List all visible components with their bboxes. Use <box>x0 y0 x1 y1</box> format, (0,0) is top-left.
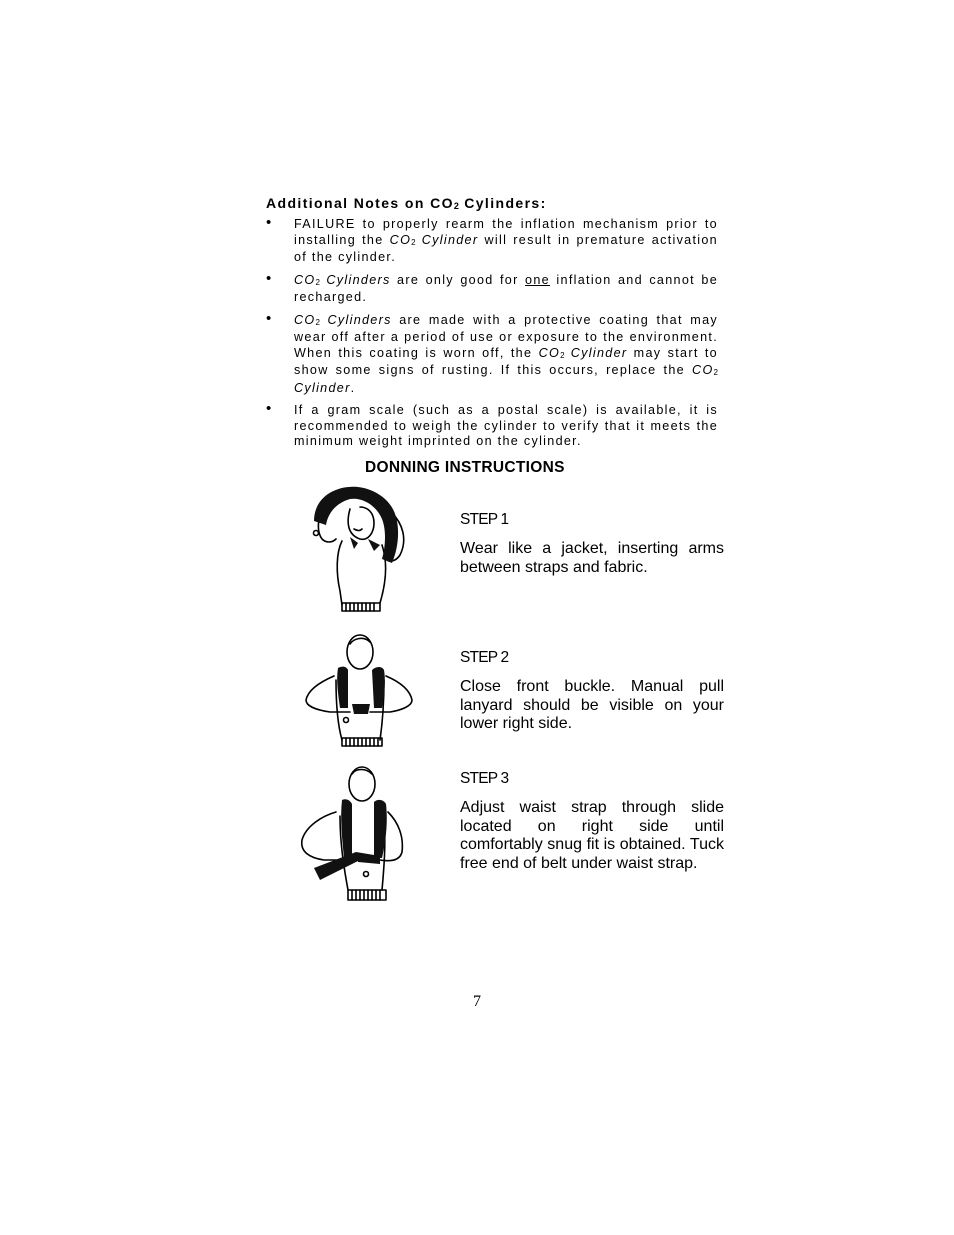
person-putting-on-vest-icon <box>296 483 416 618</box>
step-description: Wear like a jacket, inserting arms between straps and fabric. <box>460 540 724 576</box>
step-label: STEP 2 <box>460 649 509 666</box>
step-label: STEP 1 <box>460 511 509 528</box>
notes-list <box>266 214 718 450</box>
step-description: Close front buckle. Manual pull lanyard should be visible on your lower right side. <box>460 678 724 733</box>
person-adjusting-strap-icon <box>296 764 416 910</box>
bullet-icon: • <box>266 214 272 231</box>
person-buckling-vest-icon <box>296 630 416 752</box>
step-3 <box>296 764 726 910</box>
bullet-icon: • <box>266 309 272 327</box>
page-number: 7 <box>473 993 481 1010</box>
bullet-icon: • <box>266 400 272 417</box>
notes-heading: Additional Notes on $CO_2$ Cylinders: <box>266 195 547 211</box>
note-item-one-inflation: • CO2 Cylinders are only good for one inflation and cannot be recharged. <box>266 269 718 304</box>
note-item-gram-scale: • If a gram scale (such as a postal scale) is available, it is recommended to weigh the cylinder to verify that it meets the minimum weight imprinted on the cylinder. <box>266 400 718 448</box>
additional-notes-section <box>266 195 718 457</box>
note-item-coating: • CO2 Cylinders are made with a protective coating that may wear off after a period of use or exposure to the environment. When this coating is worn off, the CO2 Cylinder may start to show some signs of rusting. If this occurs, replace the CO2 Cylinder. <box>266 309 718 395</box>
step-description: Adjust waist strap through slide located on right side until comfortably snug fit is obtained. Tuck free end of belt under waist strap. <box>460 799 724 872</box>
step-1 <box>296 483 726 618</box>
bullet-icon: • <box>266 269 272 287</box>
note-item-rearm: • FAILURE to properly rearm the inflation mechanism prior to installing the CO2 Cylinder will result in premature activation of the cylinder. <box>266 214 718 264</box>
step-2 <box>296 630 726 752</box>
donning-instructions-title: DONNING INSTRUCTIONS <box>365 459 565 476</box>
step-label: STEP 3 <box>460 770 509 787</box>
